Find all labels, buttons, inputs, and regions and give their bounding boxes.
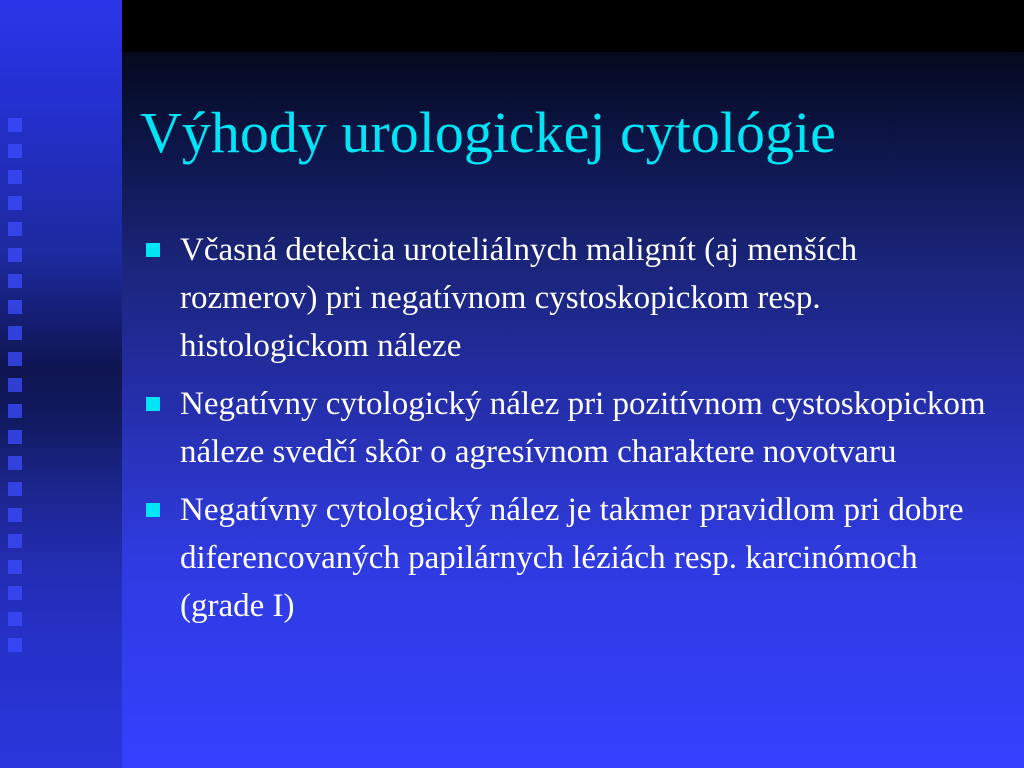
decorative-square xyxy=(8,508,22,522)
decorative-square xyxy=(8,482,22,496)
decorative-square xyxy=(8,248,22,262)
bullet-item xyxy=(140,380,990,476)
square-bullet-icon xyxy=(146,397,160,411)
decorative-square xyxy=(8,638,22,652)
bullet-text: Včasná detekcia uroteliálnych malignít (aj menších rozmerov) pri negatívnom cystoskopickom resp. histologickom náleze xyxy=(180,232,858,364)
left-decorative-strip xyxy=(0,0,122,768)
decorative-square xyxy=(8,222,22,236)
decorative-square xyxy=(8,612,22,626)
top-dark-band xyxy=(122,0,1024,52)
decorative-square xyxy=(8,300,22,314)
decorative-square xyxy=(8,118,22,132)
decorative-square xyxy=(8,586,22,600)
decorative-square xyxy=(8,560,22,574)
decorative-square-column xyxy=(8,118,32,678)
decorative-square xyxy=(8,326,22,340)
decorative-square xyxy=(8,430,22,444)
square-bullet-icon xyxy=(146,243,160,257)
bullet-list xyxy=(140,226,990,640)
decorative-square xyxy=(8,274,22,288)
decorative-square xyxy=(8,144,22,158)
bullet-text: Negatívny cytologický nález pri pozitívnom cystoskopickom náleze svedčí skôr o agresívnom charaktere novotvaru xyxy=(180,386,986,470)
decorative-square xyxy=(8,534,22,548)
bullet-item xyxy=(140,486,990,630)
decorative-square xyxy=(8,456,22,470)
decorative-square xyxy=(8,196,22,210)
bullet-text: Negatívny cytologický nález je takmer pravidlom pri dobre diferencovaných papilárnych léziách resp. karcinómoch (grade I) xyxy=(180,492,964,624)
decorative-square xyxy=(8,170,22,184)
bullet-item xyxy=(140,226,990,370)
decorative-square xyxy=(8,404,22,418)
decorative-square xyxy=(8,352,22,366)
square-bullet-icon xyxy=(146,503,160,517)
decorative-square xyxy=(8,378,22,392)
slide-title: Výhody urologickej cytológie xyxy=(140,100,836,165)
